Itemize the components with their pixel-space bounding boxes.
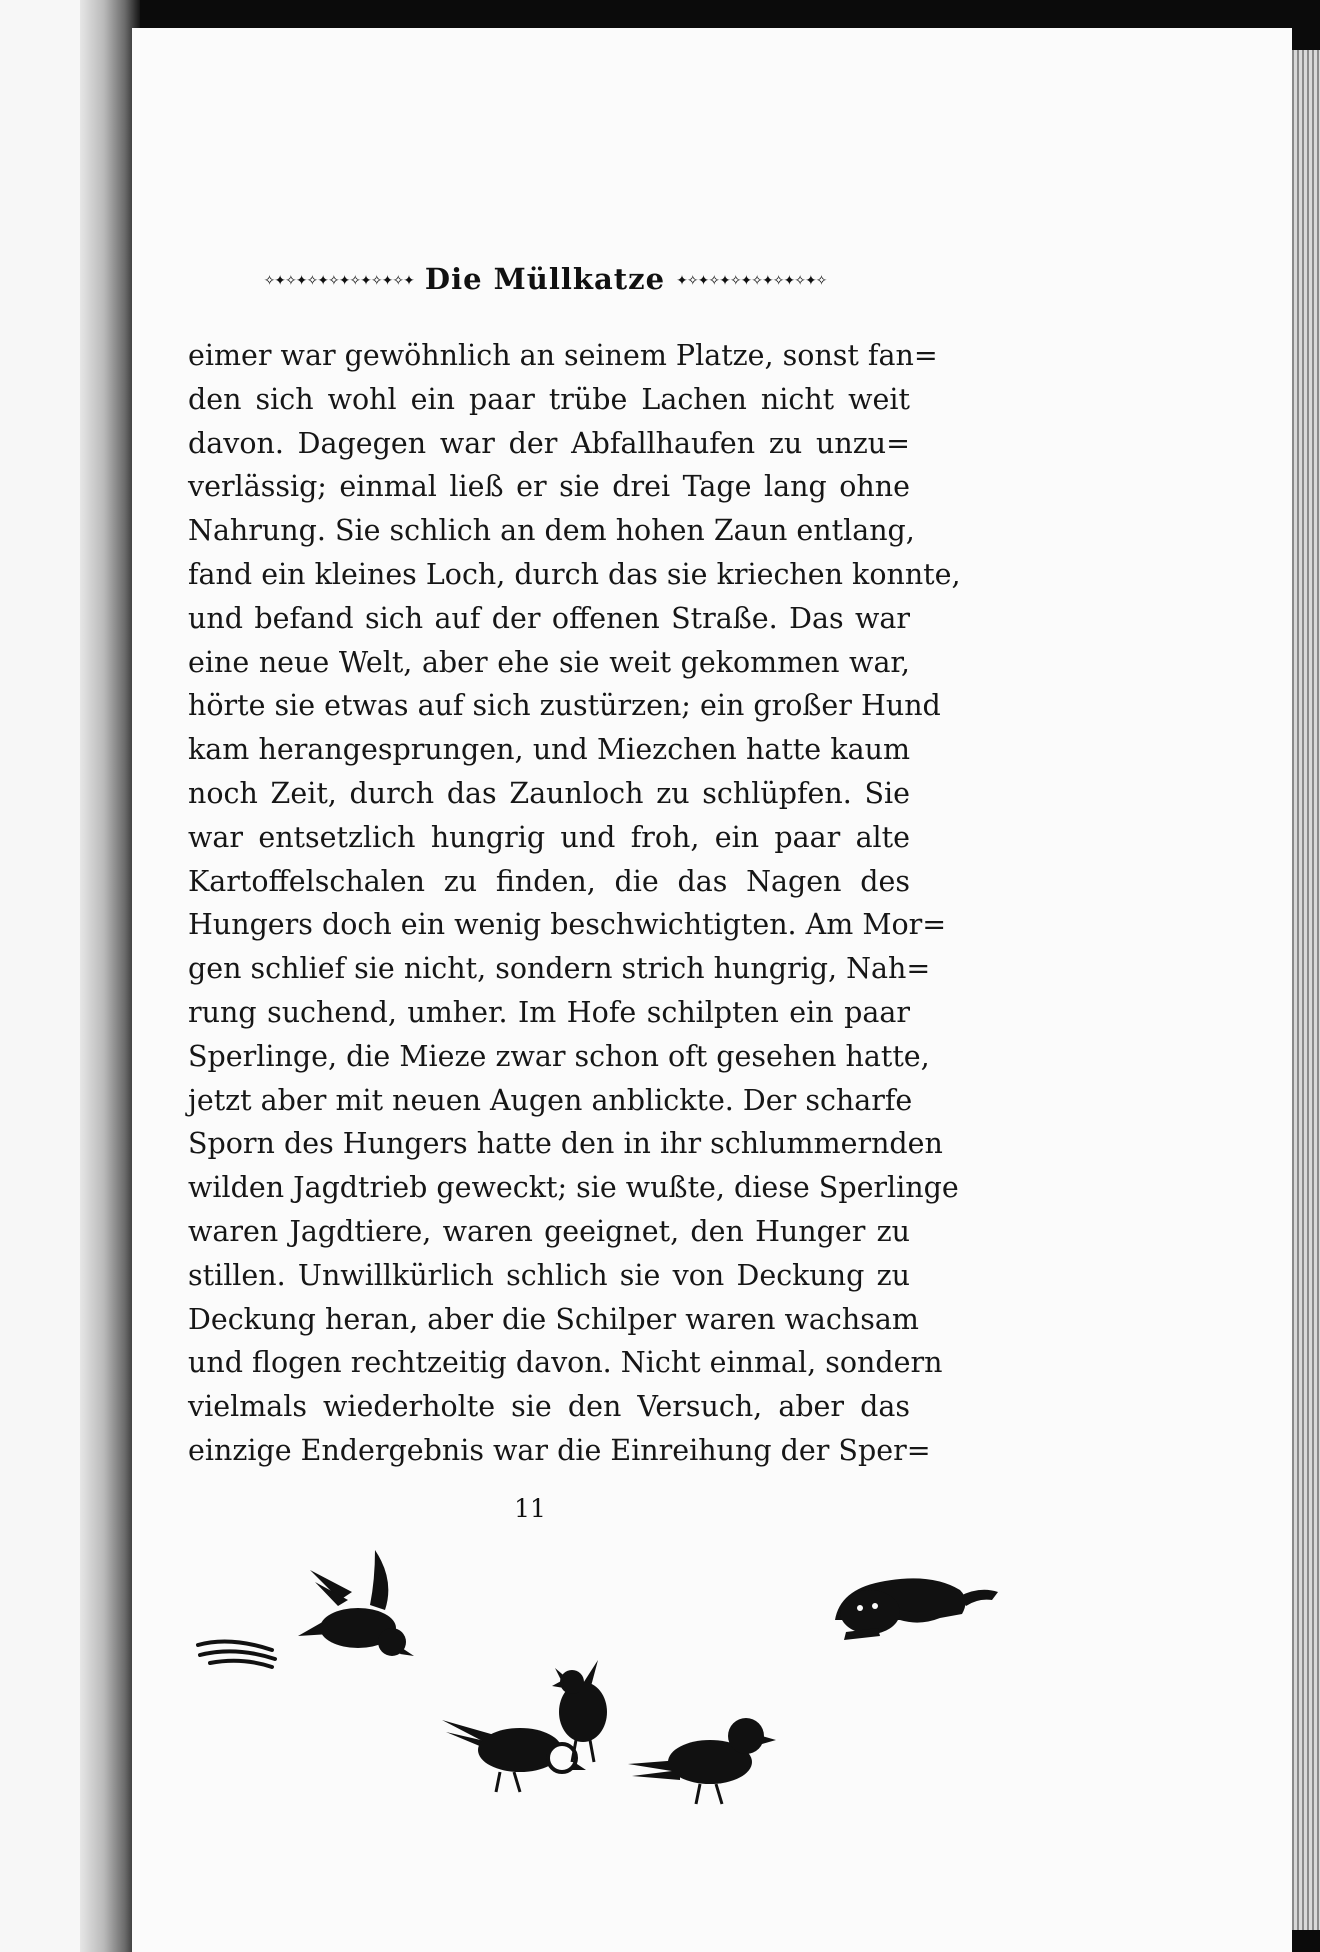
book-gutter (80, 0, 140, 1952)
text-line: und flogen rechtzeitig davon. Nicht einmal, sondern (188, 1346, 943, 1380)
text-line: Deckung heran, aber die Schilper waren wachsam (188, 1302, 919, 1336)
text-line: gen schlief sie nicht, sondern strich hungrig, Nah= (188, 952, 931, 986)
text-line: hörte sie etwas auf sich zustürzen; ein großer Hund (188, 689, 941, 723)
text-line: Kartoffelschalen zu finden, die das Nagen des (188, 864, 910, 898)
text-line: Hungers doch ein wenig beschwichtigten. Am Mor= (188, 908, 947, 942)
text-line: rung suchend, umher. Im Hofe schilpten ein paar (188, 995, 910, 1029)
text-line: vielmals wiederholte sie den Versuch, aber das (188, 1390, 910, 1424)
text-line: den sich wohl ein paar trübe Lachen nicht weit (188, 382, 910, 416)
text-line: verlässig; einmal ließ er sie drei Tage lang ohne (188, 470, 910, 504)
text-line: fand ein kleines Loch, durch das sie kriechen konnte, (188, 557, 961, 591)
sparrow-icon (628, 1718, 776, 1804)
text-line: jetzt aber mit neuen Augen anblickte. Der scharfe (188, 1083, 913, 1117)
header-title: Die Müllkatze (424, 262, 666, 296)
running-header (180, 262, 910, 296)
flying-sparrow-icon (298, 1550, 414, 1656)
text-line: einzige Endergebnis war die Einreihung der Sper= (188, 1433, 931, 1467)
motion-lines-icon (198, 1641, 275, 1667)
crouching-cat-icon (835, 1578, 998, 1640)
page-edges (1292, 50, 1320, 1930)
text-line: waren Jagdtiere, waren geeignet, den Hunger zu (188, 1214, 910, 1248)
text-line: Sporn des Hungers hatte den in ihr schlummernden (188, 1127, 943, 1161)
text-line: war entsetzlich hungrig und froh, ein paar alte (188, 820, 910, 854)
page-number: 11 (514, 1494, 546, 1523)
sparrows-and-cat-illustration (180, 1540, 1240, 1870)
text-line: stillen. Unwillkürlich schlich sie von Deckung zu (188, 1258, 910, 1292)
text-line: Sperlinge, die Mieze zwar schon oft gesehen hatte, (188, 1039, 930, 1073)
text-line: eine neue Welt, aber ehe sie weit gekommen war, (188, 645, 910, 679)
text-line: eimer war gewöhnlich an seinem Platze, sonst fan= (188, 339, 938, 372)
text-line: und befand sich auf der offenen Straße. Das war (188, 601, 910, 635)
body-text (188, 334, 961, 1473)
text-line: kam herangesprungen, und Miezchen hatte kaum (188, 733, 910, 767)
text-line: Nahrung. Sie schlich an dem hohen Zaun entlang, (188, 514, 915, 548)
text-line: wilden Jagdtrieb geweckt; sie wußte, diese Sperlinge (188, 1171, 959, 1205)
header-ornament-right: ✦✧✦✧✦✧✦✧✦✧✦✧✦✧ (676, 273, 827, 289)
header-ornament-left: ✧✦✧✦✧✦✧✦✧✦✧✦✧✦ (263, 273, 414, 289)
text-line: noch Zeit, durch das Zaunloch zu schlüpfen. Sie (188, 776, 910, 810)
text-line: davon. Dagegen war der Abfallhaufen zu unzu= (188, 426, 910, 460)
